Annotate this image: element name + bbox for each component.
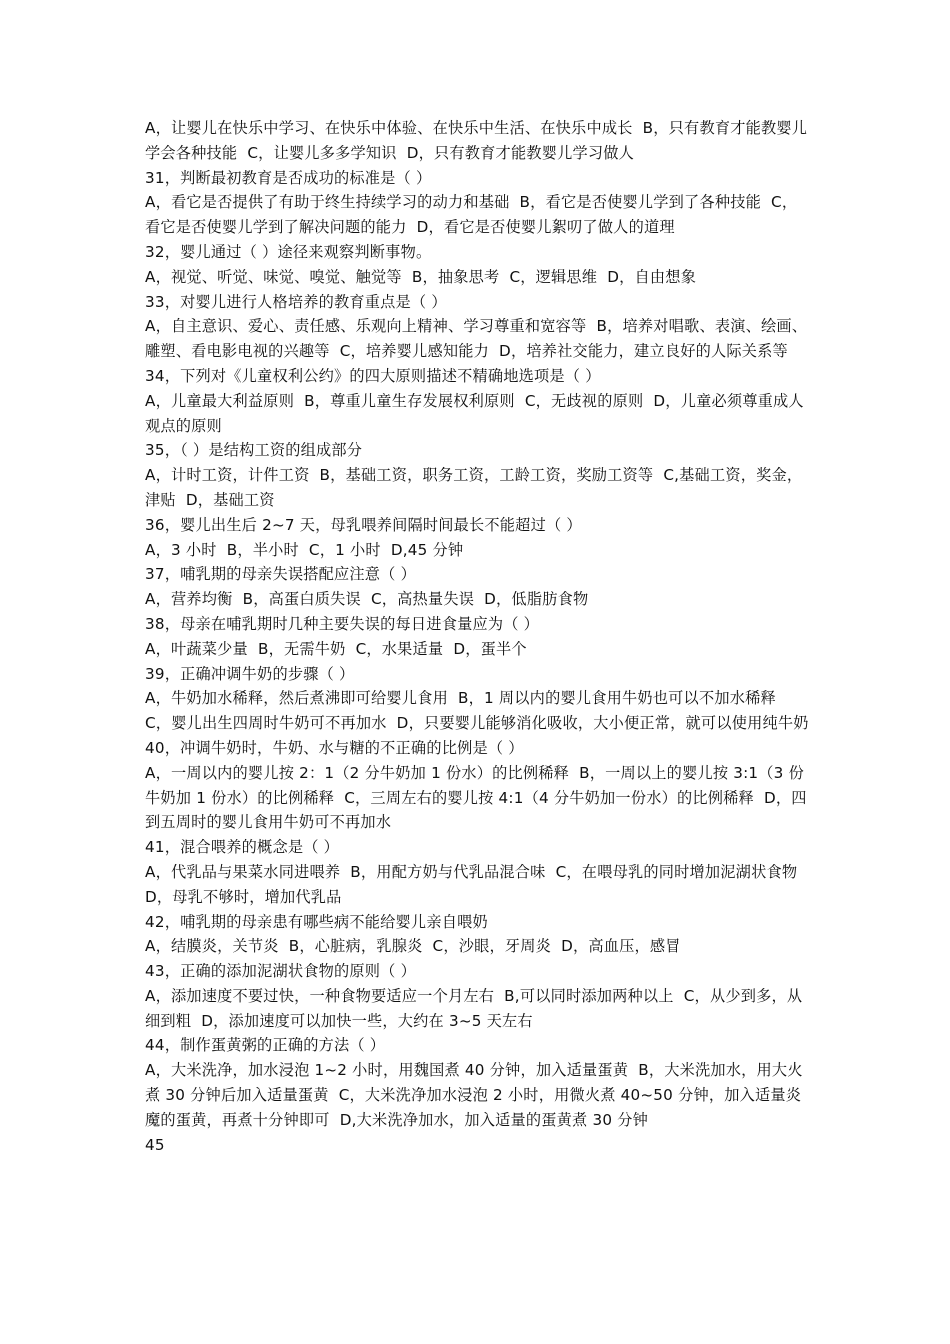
answer-options: A，儿童最大利益原则 B，尊重儿童生存发展权利原则 C，无歧视的原则 D，儿童必须尊重成人观点的原则 [145, 391, 804, 435]
question-38: 38，母亲在哺乳期时几种主要失误的每日进食量应为（ ） [145, 614, 540, 633]
question-34: 34，下列对《儿童权利公约》的四大原则描述不精确地选项是（ ） [145, 366, 601, 385]
answer-options: A，自主意识、爱心、责任感、乐观向上精神、学习尊重和宽容等 B，培养对唱歌、表演、绘画、雕塑、看电影电视的兴趣等 C，培养婴儿感知能力 D，培养社交能力，建立良好的人际关系等 [145, 317, 808, 361]
answer-options: A，代乳品与果菜水同进喂养 B，用配方奶与代乳品混合味 C，在喂母乳的同时增加泥湖状食物 D，母乳不够时，增加代乳品 [145, 862, 808, 906]
question-36: 36，婴儿出生后 2~7 天，母乳喂养间隔时间最长不能超过（ ） [145, 515, 582, 534]
question-40: 40，冲调牛奶时，牛奶、水与糖的不正确的比例是（ ） [145, 738, 524, 757]
question-32: 32，婴儿通过（ ）途径来观察判断事物。 [145, 242, 432, 261]
answer-options: A，大米洗净，加水浸泡 1~2 小时，用魏国煮 40 分钟，加入适量蛋黄 B，大米洗加水，用大火煮 30 分钟后加入适量蛋黄 C，大米洗净加水浸泡 2 小时，用微火煮 40~50 分钟，加入适量炎魔的蛋黄，再煮十分钟即可 D,大米洗净加水，加入适量的蛋黄煮 30 分钟 [145, 1061, 803, 1129]
question-39: 39，正确冲调牛奶的步骤（ ） [145, 664, 355, 683]
answer-options: A，一周以内的婴儿按 2：1（2 分牛奶加 1 份水）的比例稀释 B，一周以上的婴儿按 3:1（3 份牛奶加 1 份水）的比例稀释 C，三周左右的婴儿按 4:1（4 分牛奶加一份水）的比例稀释 D，四到五周时的婴儿食用牛奶可不再加水 [145, 763, 807, 832]
document-body [145, 116, 810, 1157]
question-31: 31，判断最初教育是否成功的标准是（ ） [145, 168, 432, 187]
page-number: 45 [145, 1135, 165, 1154]
answer-options: A，叶蔬菜少量 B，无需牛奶 C，水果适量 D，蛋半个 [145, 639, 527, 658]
answer-options: A，看它是否提供了有助于终生持续学习的动力和基础 B，看它是否使婴儿学到了各种技能 C，看它是否使婴儿学到了解决问题的能力 D，看它是否使婴儿絮叨了做人的道理 [145, 193, 798, 237]
answer-options: A，结膜炎，关节炎 B，心脏病，乳腺炎 C，沙眼，牙周炎 D，高血压，感冒 [145, 937, 681, 956]
answer-options: A，视觉、听觉、味觉、嗅觉、触觉等 B，抽象思考 C，逻辑思维 D，自由想象 [145, 267, 697, 286]
answer-options: A，牛奶加水稀释，然后煮沸即可给婴儿食用 B，1 周以内的婴儿食用牛奶也可以不加水稀释 C，婴儿出生四周时牛奶可不再加水 D，只要婴儿能够消化吸收，大小便正常，就可以使用纯牛奶 [145, 689, 809, 733]
question-37: 37，哺乳期的母亲失误搭配应注意（ ） [145, 565, 416, 584]
answer-options: A，添加速度不要过快，一种食物要适应一个月左右 B,可以同时添加两种以上 C，从少到多，从细到粗 D，添加速度可以加快一些，大约在 3~5 天左右 [145, 986, 803, 1030]
question-42: 42，哺乳期的母亲患有哪些病不能给婴儿亲自喂奶 [145, 912, 488, 931]
answer-options: A，让婴儿在快乐中学习、在快乐中体验、在快乐中生活、在快乐中成长 B，只有教育才能教婴儿学会各种技能 C，让婴儿多多学知识 D，只有教育才能教婴儿学习做人 [145, 119, 808, 162]
answer-options: A，计时工资，计件工资 B，基础工资，职务工资，工龄工资，奖励工资等 C,基础工资，奖金，津贴 D，基础工资 [145, 466, 803, 509]
question-44: 44，制作蛋黄粥的正确的方法（ ） [145, 1036, 386, 1055]
question-43: 43，正确的添加泥湖状食物的原则（ ） [145, 962, 416, 981]
question-33: 33，对婴儿进行人格培养的教育重点是（ ） [145, 292, 447, 311]
answer-options: A，营养均衡 B，高蛋白质失误 C，高热量失误 D，低脂肪食物 [145, 590, 589, 609]
question-35: 35，（ ）是结构工资的组成部分 [145, 441, 363, 460]
answer-options: A，3 小时 B，半小时 C，1 小时 D,45 分钟 [145, 540, 464, 559]
question-41: 41，混合喂养的概念是（ ） [145, 838, 340, 857]
